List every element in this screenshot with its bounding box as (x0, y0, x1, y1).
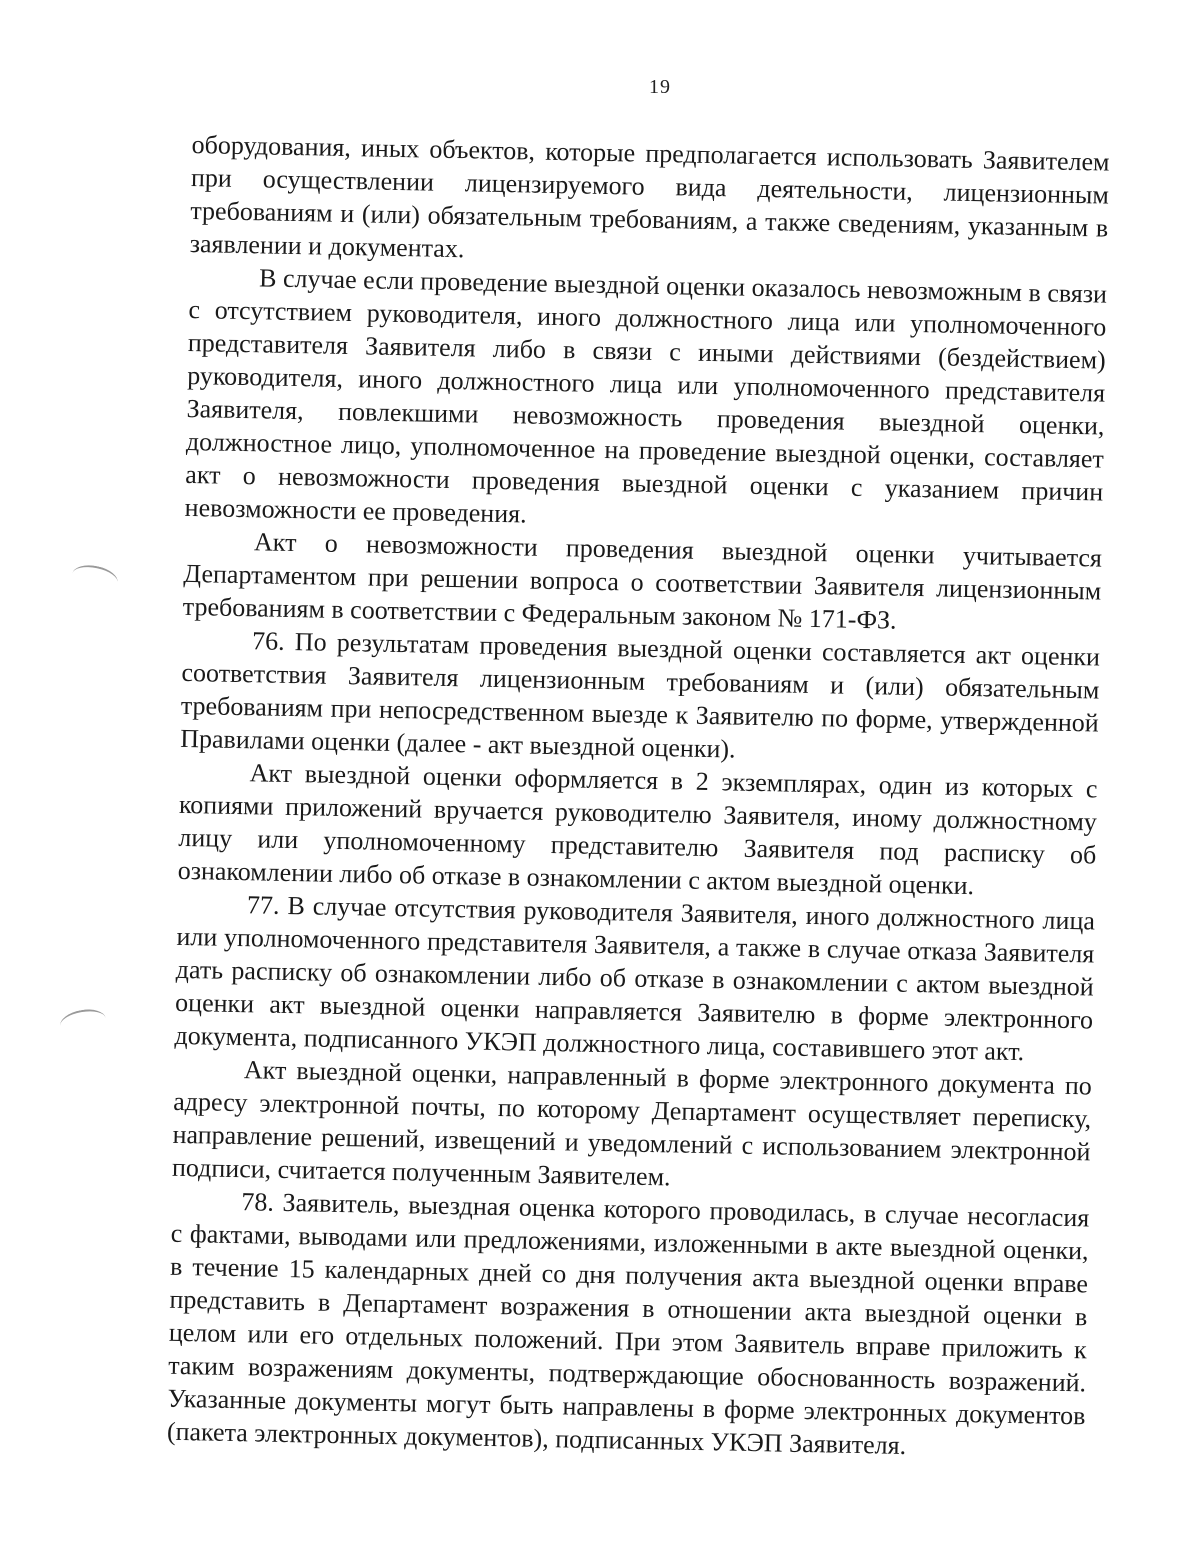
document-body (167, 128, 1110, 1465)
punch-hole-mark (58, 1006, 107, 1038)
paragraph-impossibility-act: Акт о невозможности проведения выездной оценки учитывается Департаментом при решении вопроса о соответствии Заявителя лицензионным требованиям в соответствии с Федеральным законом № 171-ФЗ. (182, 527, 1103, 635)
paragraph-item-76: 76. По результатам проведения выездной оценки составляется акт оценки соответствия Заявителя лицензионным требованиям и (или) обязательным требованиям при непосредственном выезде к Заявителю по форме, утвержденной Правилами оценки (далее - акт выездной оценки). (180, 626, 1101, 764)
paragraph-continuation: оборудования, иных объектов, которые предполагается использовать Заявителем при осуществлении лицензируемого вида деятельности, лицензионным требованиям и (или) обязательным требованиям, а также сведениям, указанным в заявлении и документах. (189, 129, 1110, 264)
paragraph-act-copies: Акт выездной оценки оформляется в 2 экземплярах, один из которых с копиями приложений вручается руководителю Заявителя, иному должностному лицу или уполномоченному представителю Заявителя под расписку об ознакомлении либо об отказе в ознакомлении с актом выездной оценки. (177, 758, 1098, 901)
paragraph-item-78: 78. Заявитель, выездная оценка которого проводилась, в случае несогласия с фактами, выводами или предложениями, изложенными в акте выездной оценки, в течение 15 календарных дней со дня получения акта выездной оценки вправе представить в Департамент возражения в отношении акта выездной оценки в целом или его отдельных положений. При этом Заявитель вправе приложить к таким возражениям документы, подтверждающие обоснованность возражений. Указанные документы могут быть направлены в форме электронных документов (пакета электронных документов), подписанных УКЭП Заявителя. (166, 1187, 1090, 1460)
page-number: 19 (649, 76, 671, 98)
paragraph-item-77: 77. В случае отсутствия руководителя Заявителя, иного должностного лица или уполномоченного представителя Заявителя, а также в случае отказа Заявителя дать расписку об ознакомлении либо об отказе в ознакомлении с актом выездной оценки акт выездной оценки направляется Заявителю в форме электронного документа, подписанного УКЭП должностного лица, составившего этот акт. (174, 890, 1096, 1067)
paragraph-impossibility-case: В случае если проведение выездной оценки оказалось невозможным в связи с отсутствием руководителя, иного должностного лица или уполномоченного представителя Заявителя либо в связи с иными действиями (бездействием) руководителя, иного должностного лица или уполномоченного представителя Заявителя, повлекшими невозможность проведения выездной оценки, должностное лицо, уполномоченное на проведение выездной оценки, составляет акт о невозможности проведения выездной оценки с указанием причин невозможности ее проведения. (184, 263, 1108, 529)
paragraph-electronic-act: Акт выездной оценки, направленный в форме электронного документа по адресу электронной почты, по которому Департамент осуществляет переписку, направление решений, извещений и уведомлений с использованием электронной подписи, считается полученным Заявителем. (171, 1055, 1093, 1192)
punch-hole-mark (70, 561, 120, 594)
